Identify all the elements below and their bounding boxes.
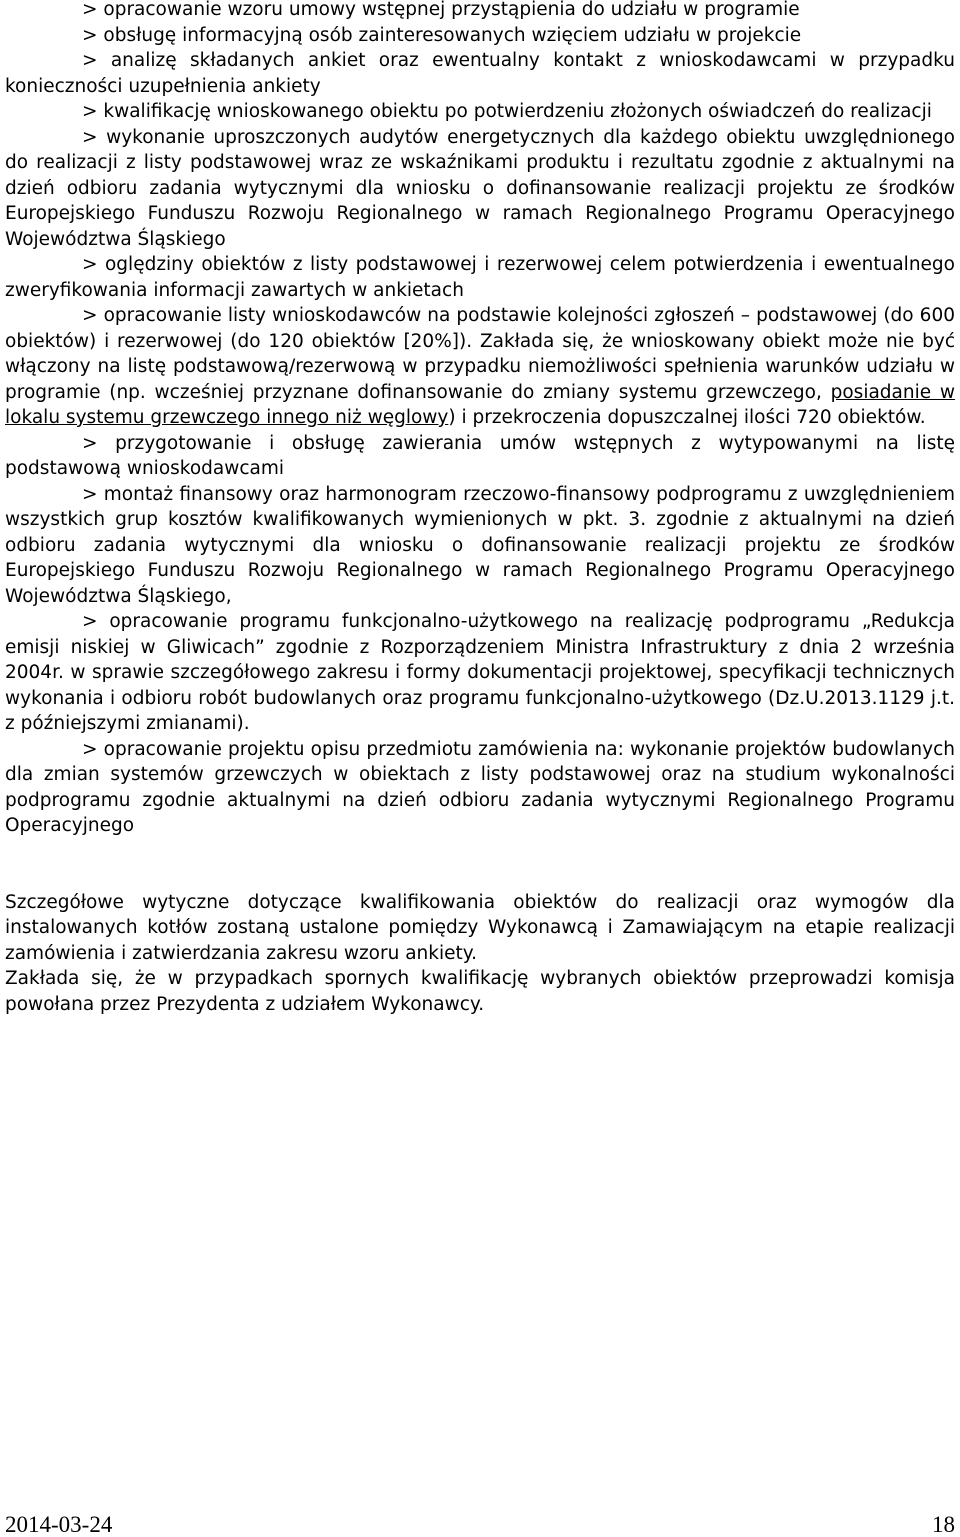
list-item: > opracowanie projektu opisu przedmiotu zamówienia na: wykonanie projektów budowlanych dla zmian systemów grzewczych w obiektach z listy podstawowej oraz na studium wykonalności podprogramu zgodnie aktualnymi na dzień odbioru zadania wytycznymi Regionalnego Programu Operacyjnego <box>5 738 955 836</box>
list-item: > kwalifikację wnioskowanego obiektu po potwierdzeniu złożonych oświadczeń do realizacji <box>82 101 932 122</box>
list-item: > obsługę informacyjną osób zainteresowanych wzięciem udziału w projekcie <box>82 24 802 46</box>
body-paragraph: Szczegółowe wytyczne dotyczące kwalifikowania obiektów do realizacji oraz wymogów dla instalowanych kotłów zostaną ustalone pomiędzy Wykonawcą i Zamawiającym na etapie realizacji zamówienia i zatwierdzania zakresu wzoru ankiety. <box>5 891 955 964</box>
list-item: > wykonanie uproszczonych audytów energetycznych dla każdego obiektu uwzględnionego do realizacji z listy podstawowej wraz ze wskaźnikami produktu i rezultatu zgodnie z aktualnymi na dzień odbioru zadania wytycznymi dla wniosku o dofinansowanie realizacji projektu ze środków Europejskiego Funduszu Rozwoju Regionalnego w ramach Regionalnego Programu Operacyjnego Województwa Śląskiego <box>5 126 955 250</box>
footer-date: 2014-03-24 <box>5 1512 113 1537</box>
list-item: > opracowanie programu funkcjonalno-użytkowego na realizację podprogramu „Redukcja emisji niskiej w Gliwicach” zgodnie z Rozporządzeniem Ministra Infrastruktury z dnia 2 września 2004r. w sprawie szczegółowego zakresu i formy dokumentacji projektowej, specyfikacji technicznych wykonania i odbioru robót budowlanych oraz programu funkcjonalno-użytkowego (Dz.U.2013.1129 j.t. z późniejszymi zmianami). <box>5 611 955 734</box>
page-number: 18 <box>932 1512 955 1537</box>
list-item: > opracowanie wzoru umowy wstępnej przystąpienia do udziału w programie <box>82 0 800 20</box>
body-paragraph: Zakłada się, że w przypadkach spornych kwalifikację wybranych obiektów przeprowadzi komisja powołana przez Prezydenta z udziałem Wykonawcy. <box>5 968 955 1015</box>
list-item <box>5 303 955 431</box>
list-item: > oględziny obiektów z listy podstawowej i rezerwowej celem potwierdzenia i ewentualnego zweryfikowania informacji zawartych w ankietach <box>5 254 955 301</box>
list-item: > montaż finansowy oraz harmonogram rzeczowo-finansowy podprogramu z uwzględnieniem wszystkich grup kosztów kwalifikowanych wymienionych w pkt. 3. zgodnie z aktualnymi na dzień odbioru zadania wytycznymi dla wniosku o dofinansowanie realizacji projektu ze środków Europejskiego Funduszu Rozwoju Regionalnego w ramach Regionalnego Programu Operacyjnego Województwa Śląskiego, <box>5 483 955 607</box>
underlined-text: posiadanie w lokalu systemu grzewczego innego niż węglowy <box>5 381 956 428</box>
list-item-text: > opracowanie listy wnioskodawców na podstawie kolejności zgłoszeń – podstawowej (do 600 obiektów) i rezerwowej (do 120 obiektów [20%]). Zakłada się, że wnioskowany obiekt może nie być włączony na listę podstawową/rezerwową w przypadku niemożliwości spełnienia warunków udziału w programie (np. wcześniej przyznane dofinansowanie do zmiany systemu grzewczego, <box>5 305 955 403</box>
paragraph-spacer <box>5 839 955 890</box>
list-item: > przygotowanie i obsługę zawierania umów wstępnych z wytypowanymi na listę podstawową wnioskodawcami <box>5 432 955 479</box>
list-item-text: ) i przekroczenia dopuszczalnej ilości 720 obiektów. <box>448 407 926 428</box>
document-body <box>5 0 955 1017</box>
list-item: > analizę składanych ankiet oraz ewentualny kontakt z wnioskodawcami w przypadku konieczności uzupełnienia ankiety <box>5 50 955 97</box>
